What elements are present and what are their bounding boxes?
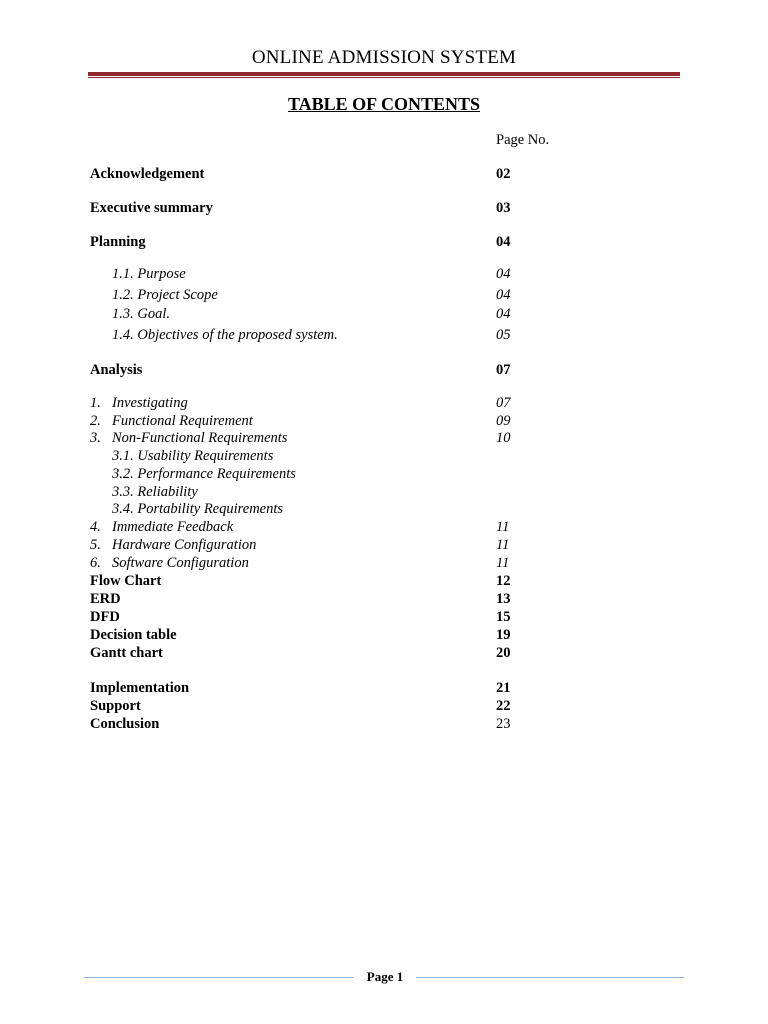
toc-row-label: Support [90, 698, 141, 714]
toc-row-label: Investigating [112, 395, 188, 411]
toc-row [90, 518, 590, 536]
toc-row-number: 3. [90, 430, 101, 446]
toc-row-number: 2. [90, 413, 101, 429]
toc-row-number: 6. [90, 555, 101, 571]
toc-row-label: 3.2. Performance Requirements [112, 466, 296, 482]
toc-row-page: 04 [496, 266, 511, 282]
page-number-column-header: Page No. [496, 132, 550, 148]
toc-row-number: 4. [90, 519, 101, 535]
toc-row [90, 679, 590, 697]
toc-row [90, 465, 590, 483]
toc-row-page: 21 [496, 680, 511, 696]
toc-row-label: Gantt chart [90, 645, 163, 661]
toc-row-label: Hardware Configuration [112, 537, 257, 553]
toc-row [90, 500, 590, 518]
toc-row-label: Conclusion [90, 716, 160, 732]
toc-row [90, 361, 590, 379]
footer-rule-right [416, 977, 684, 978]
toc-row [90, 199, 590, 217]
toc-row [90, 447, 590, 465]
toc-row-page: 22 [496, 698, 511, 714]
toc-row [90, 554, 590, 572]
toc-row [90, 286, 590, 304]
toc-row-page: 02 [496, 166, 511, 182]
toc-row [90, 715, 590, 733]
toc-row-page: 04 [496, 306, 511, 322]
toc-row-label: Decision table [90, 627, 177, 643]
toc-row [90, 394, 590, 412]
toc-title-text: TABLE OF CONTENTS [287, 94, 481, 114]
toc-row-label: 3.3. Reliability [112, 484, 198, 500]
toc-row-page: 19 [496, 627, 511, 643]
toc-row-label: 3.1. Usability Requirements [112, 448, 274, 464]
toc-row-page: 09 [496, 413, 511, 429]
toc-row-page: 20 [496, 645, 511, 661]
toc-row-label: Software Configuration [112, 555, 249, 571]
toc-row-label: 3.4. Portability Requirements [112, 501, 284, 517]
toc-row [90, 412, 590, 430]
toc-row-page: 04 [496, 287, 511, 303]
toc-row-page: 12 [496, 573, 511, 589]
header-rule [88, 72, 680, 78]
toc-row-number: 1. [90, 395, 101, 411]
toc-row [90, 483, 590, 501]
toc-row-label: ERD [90, 591, 121, 607]
toc-row-label: 1.4. Objectives of the proposed system. [112, 327, 338, 343]
toc-row [90, 165, 590, 183]
toc-row-label: 1.2. Project Scope [112, 287, 218, 303]
toc-row-page: 07 [496, 362, 511, 378]
toc-row [90, 429, 590, 447]
footer-rule-left [84, 977, 354, 978]
toc-row-page: 03 [496, 200, 511, 216]
toc-row [90, 305, 590, 323]
toc-row-page: 15 [496, 609, 511, 625]
toc-row-label: DFD [90, 609, 120, 625]
toc-row [90, 233, 590, 251]
toc-row [90, 644, 590, 662]
toc-row-label: Executive summary [90, 200, 213, 216]
toc-row [90, 608, 590, 626]
toc-row-page: 04 [496, 234, 511, 250]
page-header-title: ONLINE ADMISSION SYSTEM [251, 47, 517, 68]
toc-row-label: Non-Functional Requirements [112, 430, 288, 446]
toc-row-page: 13 [496, 591, 511, 607]
toc-row-page: 11 [496, 555, 510, 571]
toc-row-page: 05 [496, 327, 511, 343]
toc-row [90, 626, 590, 644]
toc-row-page: 23 [496, 716, 511, 732]
toc-row-page: 10 [496, 430, 511, 446]
toc-row [90, 536, 590, 554]
toc-row-label: 1.1. Purpose [112, 266, 186, 282]
toc-row-label: Functional Requirement [112, 413, 253, 429]
toc-row-page: 11 [496, 537, 510, 553]
footer-page-number: Page 1 [366, 969, 404, 984]
toc-row-page: 07 [496, 395, 511, 411]
toc-row-label: Flow Chart [90, 573, 162, 589]
toc-row [90, 326, 590, 344]
toc-row-label: Immediate Feedback [112, 519, 234, 535]
toc-title [0, 94, 768, 115]
toc-row [90, 572, 590, 590]
toc-row [90, 265, 590, 283]
toc-row [90, 590, 590, 608]
page-footer [84, 968, 684, 988]
toc-row-page: 11 [496, 519, 510, 535]
toc-row-label: Acknowledgement [90, 166, 205, 182]
toc-row-label: 1.3. Goal. [112, 306, 170, 322]
toc-row [90, 697, 590, 715]
toc-row-label: Analysis [90, 362, 143, 378]
toc-row-label: Planning [90, 234, 146, 250]
toc-row-label: Implementation [90, 680, 190, 696]
toc-row-number: 5. [90, 537, 101, 553]
